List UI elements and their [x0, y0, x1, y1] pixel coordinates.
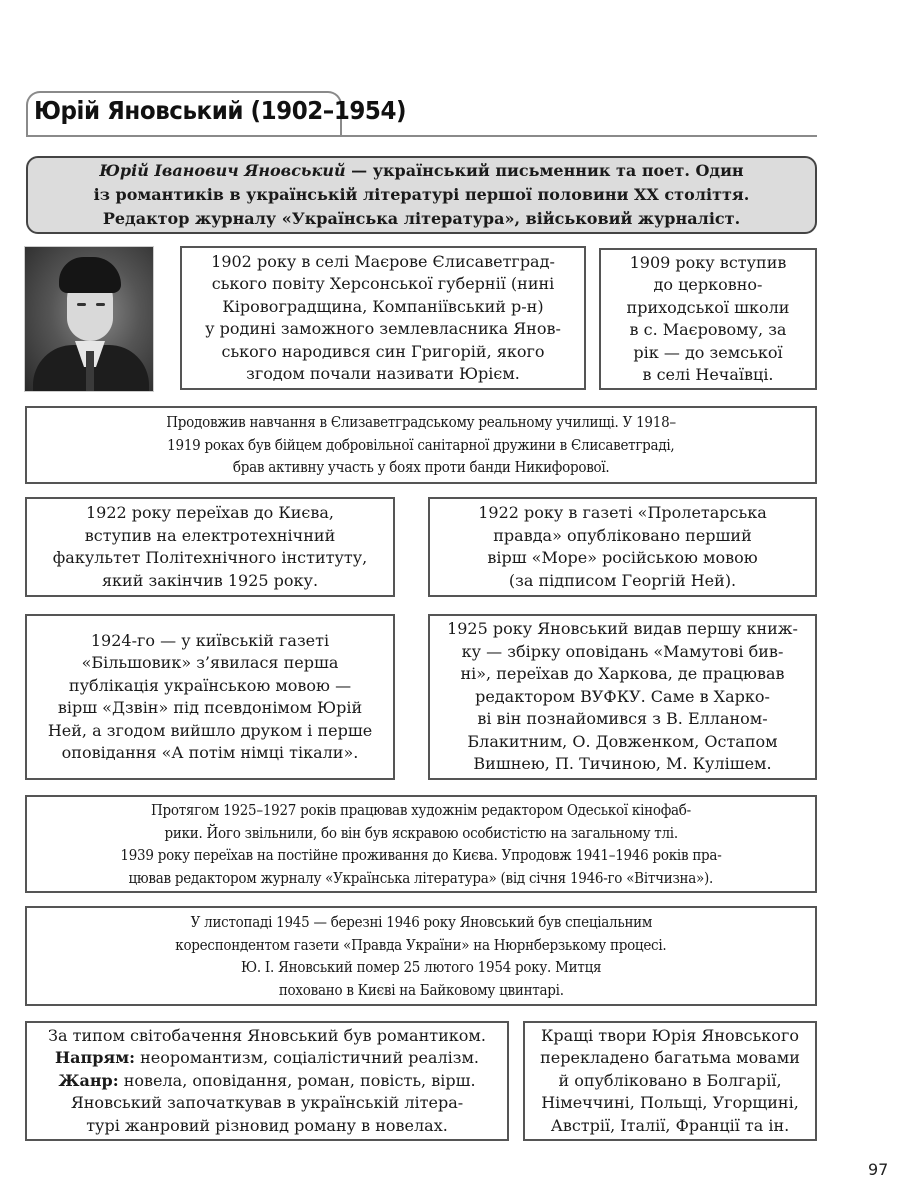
birth-box: 1902 року в селі Маєрове Єлисаветград- ського повіту Херсонської губернії (нині Кіровоградщина, Компаніївський р-н) у родині заможного землевласника Янов- ського народився син Григорій, якого згодом почали називати Юрієм. — [180, 246, 586, 390]
page-title: Юрій Яновський (1902–1954) — [34, 96, 407, 125]
intro-name: Юрій Іванович Яновський — [99, 161, 346, 180]
first-poem-box: 1922 року в газеті «Пролетарська правда» опубліковано перший вірш «Море» російською мовою (за підписом Георгій Ней). — [428, 497, 817, 597]
intro-line-2: із романтиків в українській літературі першої половини XX століття. — [93, 185, 750, 204]
style-genre-box: За типом світобачення Яновський був романтиком. Напрям: неоромантизм, соціалістичний реалізм. Жанр: новела, оповідання, роман, повість, вірш. Яновський започаткував в українській літера- турі жанровий різновид роману в новелах. — [25, 1021, 509, 1141]
first-book-box: 1925 року Яновський видав першу книж- ку — збірку оповідань «Мамутові бив- ні», переїхав до Харкова, де працював редактором ВУФКУ. Саме в Харко- ві він познайомився з В. Елланом- Блакитним, О. Довженком, Остапом Вишнею, П. Тичиною, М. Кулішем. — [428, 614, 817, 780]
intro-line-1: Юрій Іванович Яновський — український письменник та поет. Один — [99, 161, 744, 180]
studies-box: Продовжив навчання в Єлизаветградському реальному училищі. У 1918– 1919 роках був бійцем добровільної санітарної дружини в Єлисаветграді, брав активну участь у боях проти банди Никифорової. — [25, 406, 817, 484]
kyiv-box: 1922 року переїхав до Києва, вступив на електротехнічний факультет Політехнічного інституту, який закінчив 1925 року. — [25, 497, 395, 597]
intro-line-3: Редактор журналу «Українська література», військовий журналіст. — [102, 209, 741, 228]
genre-label: Жанр: — [58, 1070, 119, 1090]
translations-box: Кращі твори Юрія Яновського перекладено багатьма мовами й опубліковано в Болгарії, Німеччині, Польщі, Угорщині, Австрії, Італії, Франції та ін. — [523, 1021, 817, 1141]
author-portrait — [24, 246, 154, 392]
intro-box — [26, 156, 817, 234]
title-divider — [26, 135, 817, 137]
nuremberg-box: У листопаді 1945 — березні 1946 року Яновський був спеціальним кореспондентом газети «Правда України» на Нюрнберзькому процесі. Ю. І. Яновський помер 25 лютого 1954 року. Митця поховано в Києві на Байковому цвинтарі. — [25, 906, 817, 1006]
school-box: 1909 року вступив до церковно- приходської школи в с. Маєровому, за рік — до земської в селі Нечаївці. — [599, 248, 817, 390]
direction-label: Напрям: — [55, 1048, 136, 1068]
odesa-box: Протягом 1925–1927 років працював художнім редактором Одеської кінофаб- рики. Його звільнили, бо він був яскравою особистістю на загальному тлі. 1939 року переїхав на постійне проживання до Києва. Упродовж 1941–1946 років пра- цював редактором журналу «Українська література» (від січня 1946-го «Вітчизна»). — [25, 795, 817, 893]
page-number: 97 — [868, 1160, 889, 1179]
ukrainian-publication-box: 1924-го — у київській газеті «Більшовик» з’явилася перша публікація українською мовою — вірш «Дзвін» під псевдонімом Юрій Ней, а згодом вийшло друком і перше оповідання «А потім німці тікали». — [25, 614, 395, 780]
